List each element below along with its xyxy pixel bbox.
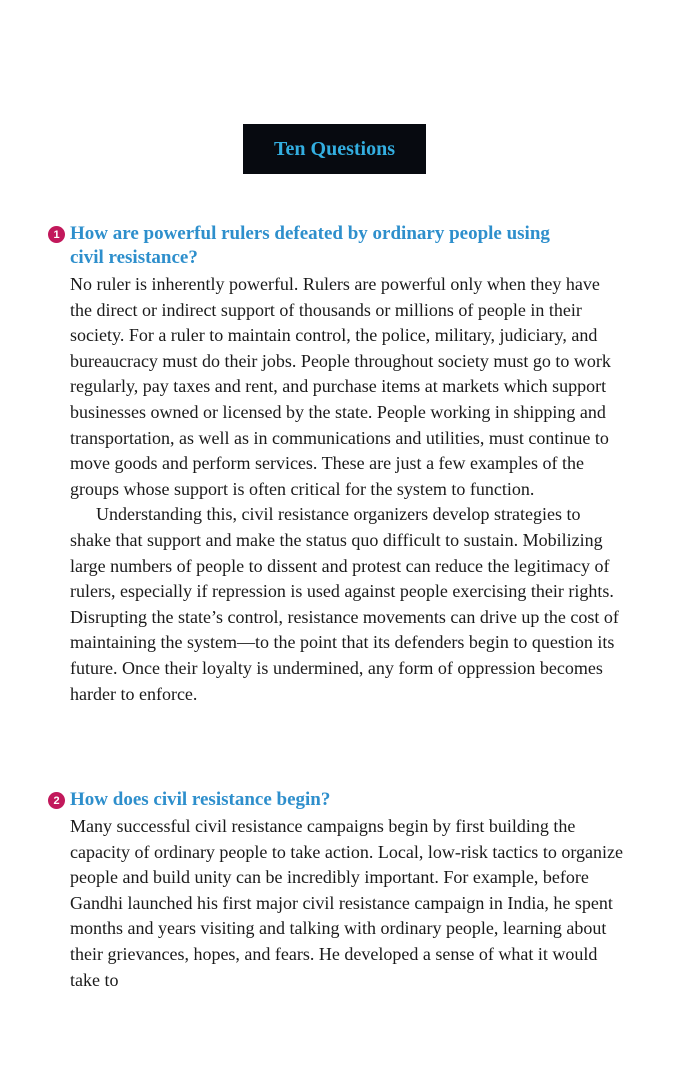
question-answer [70, 272, 625, 707]
question-title: How does civil resistance begin? [70, 789, 331, 810]
question-heading [0, 788, 550, 812]
answer-paragraph: Understanding this, civil resistance organizers develop strategies to shake that support and make the status quo difficult to sustain. Mobilizing large numbers of people to dissent and protest can reduce the legitimacy of rulers, especially if repression is used against people exercising their rights. Disrupting the state’s control, resistance movements can drive up the cost of maintaining the system—to the point that its defenders begin to question its future. Once their loyalty is undermined, any form of oppression becomes harder to enforce. [70, 504, 619, 704]
answer-paragraph: No ruler is inherently powerful. Rulers are powerful only when they have the direct or indirect support of thousands or millions of people in their society. For a ruler to maintain control, the police, military, judiciary, and bureaucracy must do their jobs. People throughout society must go to work regularly, pay taxes and rent, and purchase items at markets which support businesses owned or licensed by the state. People working in shipping and transportation, as well as in communications and utilities, must continue to move goods and perform services. These are just a few examples of the groups whose support is often critical for the system to function. [70, 274, 611, 499]
answer-paragraph: Many successful civil resistance campaigns begin by first building the capacity of ordinary people to take action. Local, low-risk tactics to organize people and build unity can be incredibly important. For example, before Gandhi launched his first major civil resistance campaign in India, he spent months and years visiting and talking with ordinary people, learning about their grievances, hopes, and fears. He developed a sense of what it would take to [70, 816, 623, 990]
question-section [0, 788, 691, 993]
chapter-title-box [243, 124, 426, 174]
question-number-badge: 1 [48, 226, 65, 243]
question-answer [70, 814, 625, 993]
question-heading [0, 222, 550, 270]
question-title: How are powerful rulers defeated by ordinary people using civil resistance? [70, 223, 550, 268]
question-section [0, 222, 691, 707]
question-number-badge: 2 [48, 792, 65, 809]
chapter-title: Ten Questions [274, 137, 395, 160]
